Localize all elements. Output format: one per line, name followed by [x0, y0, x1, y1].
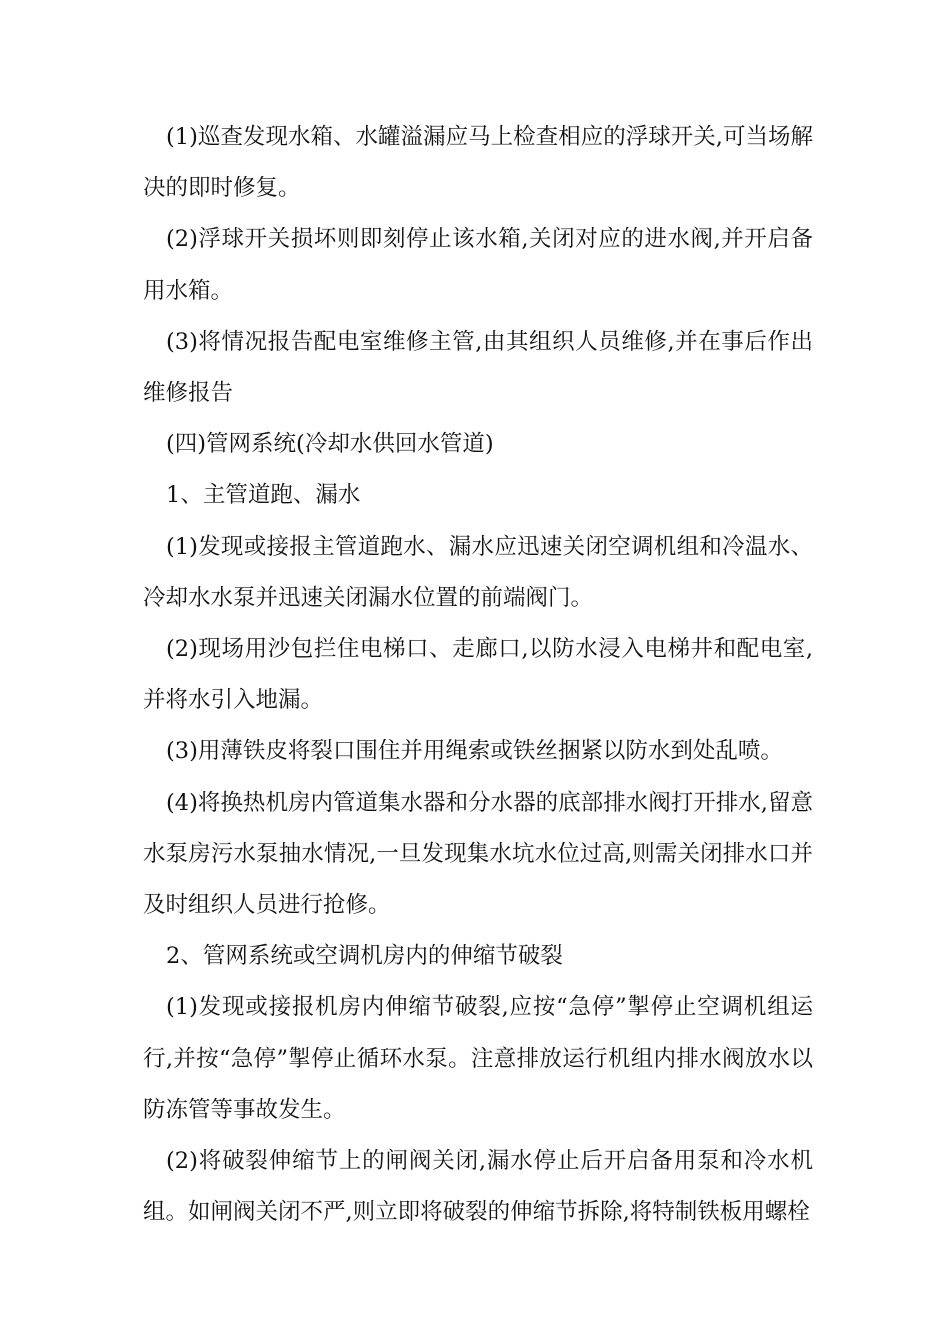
paragraph-sandbags: (2)现场用沙包拦住电梯口、走廊口,以防水浸入电梯井和配电室,并将水引入地漏。	[143, 636, 813, 714]
paragraph-iron-sheet: (3)用薄铁皮将裂口围住并用绳索或铁丝捆紧以防水到处乱喷。	[166, 738, 783, 765]
paragraph-float-valve-check: (1)巡查发现水箱、水罐溢漏应马上检查相应的浮球开关,可当场解决的即时修复。	[143, 124, 813, 202]
paragraph-gate-valve: (2)将破裂伸缩节上的闸阀关闭,漏水停止后开启备用泵和冷水机组。如闸阀关闭不严,则立即将破裂的伸缩节拆除,将特制铁板用螺栓	[143, 1148, 813, 1226]
subheading-main-pipe-leak: 1、主管道跑、漏水	[166, 482, 361, 509]
section-heading-pipe-network: (四)管网系统(冷却水供回水管道)	[166, 431, 494, 458]
paragraph-drain-collectors: (4)将换热机房内管道集水器和分水器的底部排水阀打开排水,留意水泵房污水泵抽水情况,一旦发现集水坑水位过高,则需关闭排水口并及时组织人员进行抢修。	[143, 789, 813, 919]
paragraph-report-supervisor: (3)将情况报告配电室维修主管,由其组织人员维修,并在事后作出维修报告	[143, 328, 813, 407]
subheading-expansion-joint: 2、管网系统或空调机房内的伸缩节破裂	[166, 943, 563, 970]
paragraph-emergency-stop: (1)发现或接报机房内伸缩节破裂,应按“急停”掣停止空调机组运行,并按“急停”掣停止循环水泵。注意排放运行机组内排水阀放水以防冻管等事故发生。	[143, 994, 813, 1123]
paragraph-close-valves: (1)发现或接报主管道跑水、漏水应迅速关闭空调机组和冷温水、冷却水水泵并迅速关闭漏水位置的前端阀门。	[143, 533, 813, 611]
paragraph-float-switch-damaged: (2)浮球开关损坏则即刻停止该水箱,关闭对应的进水阀,并开启备用水箱。	[143, 226, 813, 304]
document-body	[143, 112, 813, 1238]
